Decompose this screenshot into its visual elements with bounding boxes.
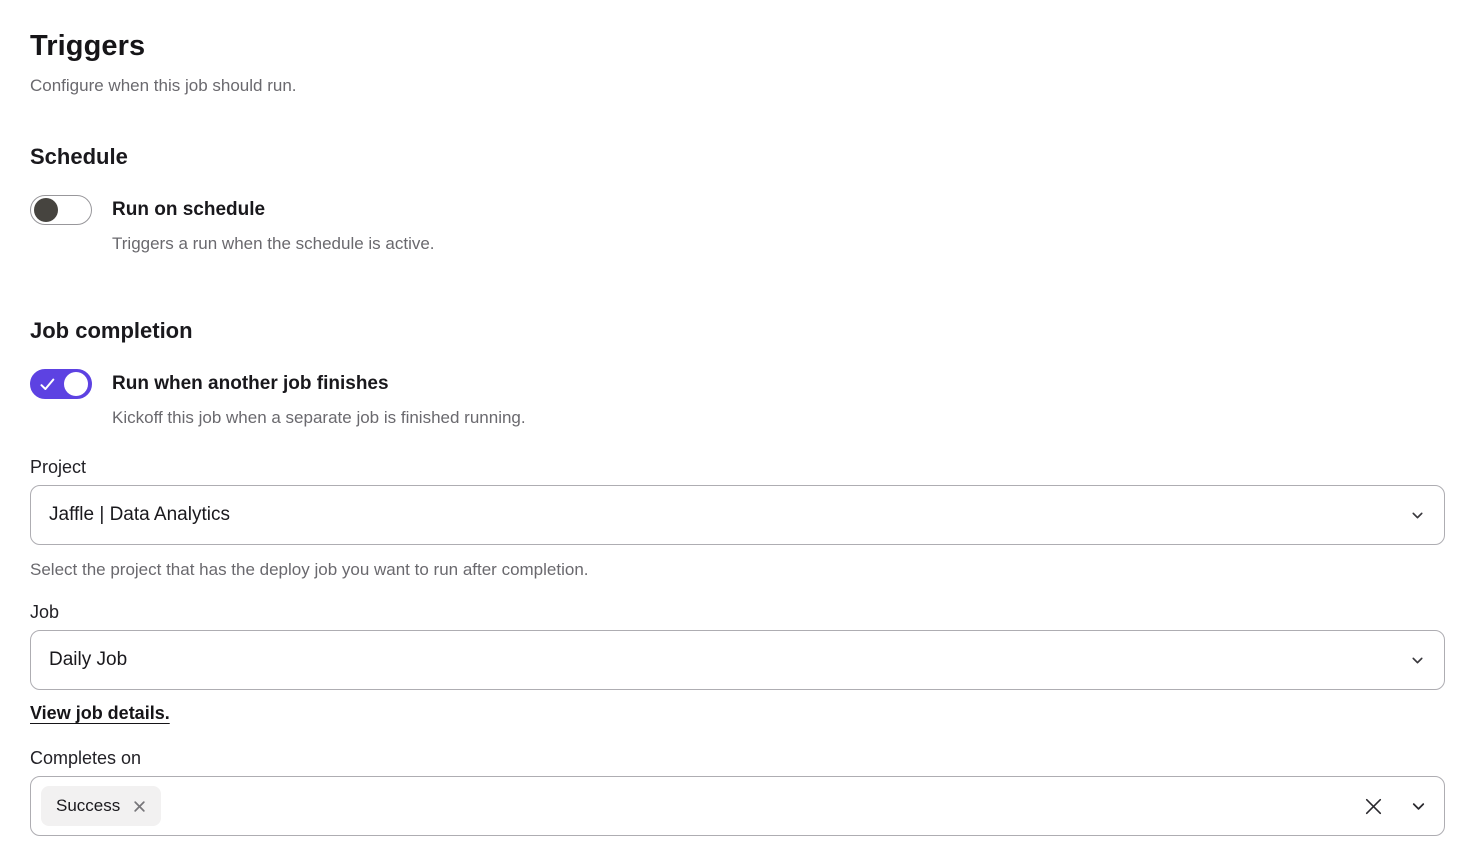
view-job-details-link[interactable]: View job details. bbox=[30, 703, 170, 723]
selected-tags bbox=[41, 786, 1362, 826]
toggle-knob bbox=[64, 372, 88, 396]
run-on-schedule-description: Triggers a run when the schedule is active. bbox=[112, 234, 435, 253]
run-when-job-finishes-toggle[interactable] bbox=[30, 369, 92, 399]
run-when-job-finishes-description: Kickoff this job when a separate job is finished running. bbox=[112, 408, 526, 427]
check-icon bbox=[40, 378, 55, 391]
toggle-text-block bbox=[112, 195, 435, 256]
schedule-section-heading: Schedule bbox=[30, 144, 128, 169]
chevron-down-icon[interactable] bbox=[1409, 797, 1428, 816]
multiselect-controls bbox=[1362, 795, 1428, 818]
toggle-text-block bbox=[112, 369, 526, 430]
completes-on-multiselect[interactable] bbox=[30, 776, 1445, 836]
project-field-helper: Select the project that has the deploy job you want to run after completion. bbox=[30, 560, 589, 579]
page-title: Triggers bbox=[30, 30, 146, 62]
run-when-job-finishes-row bbox=[30, 369, 1445, 430]
tag-label: Success bbox=[56, 796, 121, 815]
job-select[interactable] bbox=[30, 630, 1445, 690]
run-when-job-finishes-label: Run when another job finishes bbox=[112, 373, 389, 394]
chevron-down-icon bbox=[1409, 652, 1426, 669]
toggle-knob bbox=[34, 198, 58, 222]
page-subtitle: Configure when this job should run. bbox=[30, 76, 297, 95]
job-field-label: Job bbox=[30, 602, 60, 622]
job-completion-section-heading: Job completion bbox=[30, 318, 193, 343]
project-selected-value: Jaffle | Data Analytics bbox=[49, 504, 230, 525]
completes-on-field-label: Completes on bbox=[30, 748, 142, 768]
project-select[interactable] bbox=[30, 485, 1445, 545]
run-on-schedule-label: Run on schedule bbox=[112, 199, 266, 220]
tag-remove-icon[interactable] bbox=[133, 800, 146, 813]
tag-success bbox=[41, 786, 161, 826]
job-selected-value: Daily Job bbox=[49, 649, 128, 670]
clear-all-icon[interactable] bbox=[1362, 795, 1385, 818]
project-field-label: Project bbox=[30, 457, 87, 477]
chevron-down-icon bbox=[1409, 507, 1426, 524]
run-on-schedule-row bbox=[30, 195, 1445, 256]
run-on-schedule-toggle[interactable] bbox=[30, 195, 92, 225]
